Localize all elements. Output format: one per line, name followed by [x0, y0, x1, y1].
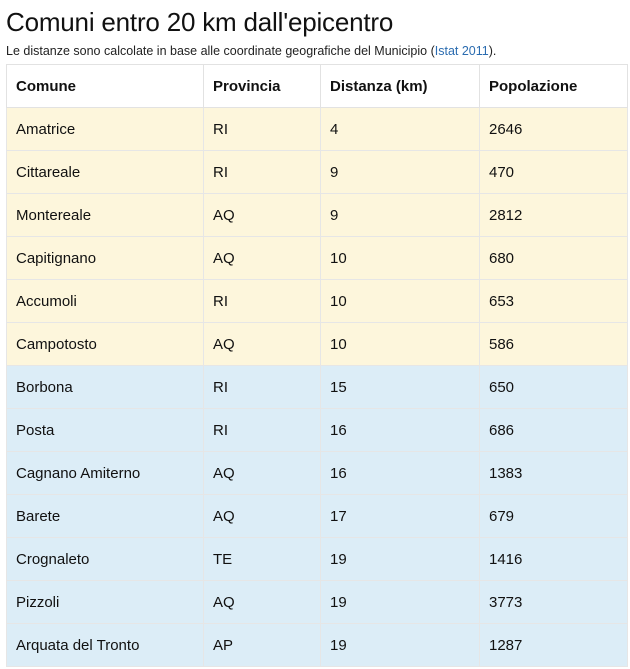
cell-comune: Borbona [7, 366, 204, 409]
cell-distanza: 4 [321, 108, 480, 151]
cell-distanza: 10 [321, 323, 480, 366]
cell-popolazione: 2646 [480, 108, 628, 151]
cell-distanza: 16 [321, 452, 480, 495]
cell-provincia: AQ [204, 581, 321, 624]
header-distanza: Distanza (km) [321, 65, 480, 108]
cell-distanza: 19 [321, 624, 480, 667]
subtitle-suffix: ). [488, 44, 497, 58]
cell-distanza: 19 [321, 538, 480, 581]
table-row [7, 151, 628, 194]
cell-comune: Amatrice [7, 108, 204, 151]
cell-provincia: RI [204, 366, 321, 409]
cell-comune: Posta [7, 409, 204, 452]
cell-distanza: 10 [321, 237, 480, 280]
cell-provincia: AQ [204, 237, 321, 280]
cell-comune: Capitignano [7, 237, 204, 280]
cell-provincia: AQ [204, 452, 321, 495]
comuni-table [6, 64, 628, 667]
table-row [7, 495, 628, 538]
cell-distanza: 19 [321, 581, 480, 624]
cell-distanza: 15 [321, 366, 480, 409]
cell-popolazione: 686 [480, 409, 628, 452]
table-header [7, 65, 628, 108]
table-row [7, 194, 628, 237]
cell-distanza: 16 [321, 409, 480, 452]
cell-popolazione: 1287 [480, 624, 628, 667]
cell-popolazione: 3773 [480, 581, 628, 624]
cell-comune: Accumoli [7, 280, 204, 323]
table-row [7, 452, 628, 495]
subtitle-text: Le distanze sono calcolate in base alle coordinate geografiche del Municipio ( [6, 44, 435, 58]
table-row [7, 237, 628, 280]
cell-comune: Montereale [7, 194, 204, 237]
cell-popolazione: 680 [480, 237, 628, 280]
header-row [7, 65, 628, 108]
table-row [7, 581, 628, 624]
cell-provincia: RI [204, 108, 321, 151]
cell-provincia: RI [204, 151, 321, 194]
page-title: Comuni entro 20 km dall'epicentro [6, 7, 394, 37]
table-row [7, 108, 628, 151]
cell-provincia: AQ [204, 194, 321, 237]
header-popolazione: Popolazione [480, 65, 628, 108]
cell-provincia: AQ [204, 323, 321, 366]
cell-provincia: RI [204, 409, 321, 452]
cell-distanza: 9 [321, 151, 480, 194]
header-comune: Comune [7, 65, 204, 108]
cell-popolazione: 653 [480, 280, 628, 323]
istat-link[interactable]: Istat 2011 [434, 44, 489, 58]
cell-popolazione: 650 [480, 366, 628, 409]
cell-provincia: RI [204, 280, 321, 323]
cell-comune: Pizzoli [7, 581, 204, 624]
cell-comune: Cittareale [7, 151, 204, 194]
cell-comune: Arquata del Tronto [7, 624, 204, 667]
table-row [7, 323, 628, 366]
cell-comune: Barete [7, 495, 204, 538]
cell-provincia: AP [204, 624, 321, 667]
cell-comune: Campotosto [7, 323, 204, 366]
table-row [7, 366, 628, 409]
cell-comune: Crognaleto [7, 538, 204, 581]
cell-popolazione: 1416 [480, 538, 628, 581]
cell-popolazione: 1383 [480, 452, 628, 495]
cell-popolazione: 586 [480, 323, 628, 366]
table-row [7, 409, 628, 452]
cell-distanza: 10 [321, 280, 480, 323]
cell-popolazione: 470 [480, 151, 628, 194]
cell-provincia: TE [204, 538, 321, 581]
table-row [7, 624, 628, 667]
cell-popolazione: 679 [480, 495, 628, 538]
table-body [7, 108, 628, 667]
subtitle [6, 40, 630, 62]
header-provincia: Provincia [204, 65, 321, 108]
table-row [7, 280, 628, 323]
cell-provincia: AQ [204, 495, 321, 538]
cell-distanza: 17 [321, 495, 480, 538]
cell-distanza: 9 [321, 194, 480, 237]
table-row [7, 538, 628, 581]
cell-popolazione: 2812 [480, 194, 628, 237]
cell-comune: Cagnano Amiterno [7, 452, 204, 495]
